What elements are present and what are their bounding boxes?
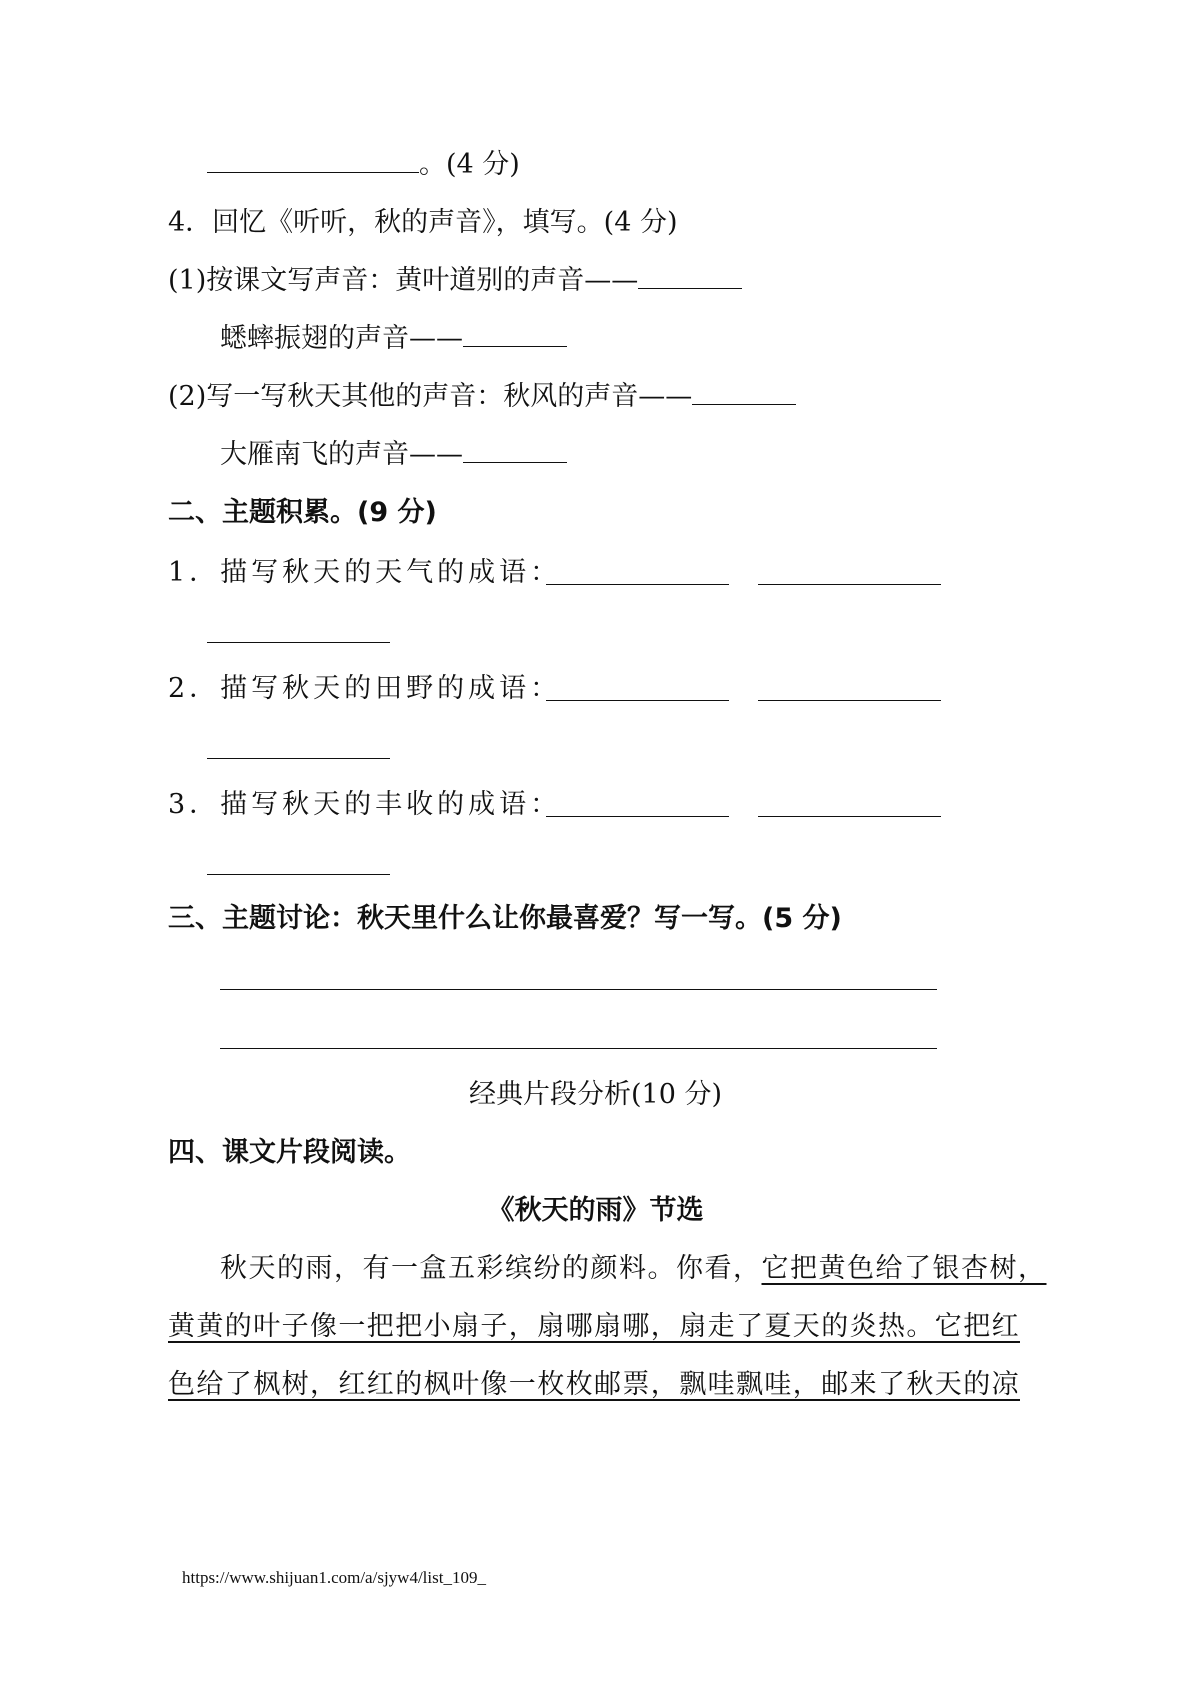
answer-blank[interactable]	[758, 700, 941, 701]
answer-blank[interactable]	[692, 380, 796, 405]
q4-part2-prompt2: 大雁南飞的声音——	[220, 439, 463, 470]
q3-score: 。(4 分)	[419, 149, 520, 180]
section3-title: 三、主题讨论：秋天里什么让你最喜爱？写一写。(5 分)	[168, 903, 842, 934]
answer-blank[interactable]	[546, 700, 729, 701]
answer-blank[interactable]	[546, 816, 729, 817]
answer-blank[interactable]	[207, 148, 419, 173]
q4-part1-line2	[220, 322, 567, 356]
passage-text: 秋天的雨，有一盒五彩缤纷的颜料。你看，	[220, 1253, 762, 1284]
section2-item-2	[168, 672, 561, 706]
answer-line[interactable]	[220, 1048, 937, 1049]
item-prompt: 2．描写秋天的田野的成语：	[168, 673, 562, 704]
answer-blank[interactable]	[207, 758, 390, 759]
item-prompt: 1．描写秋天的天气的成语：	[168, 557, 562, 588]
answer-blank[interactable]	[638, 264, 742, 289]
section4-title: 四、课文片段阅读。	[168, 1137, 411, 1168]
answer-blank[interactable]	[758, 816, 941, 817]
passage-line-3: 色给了枫树，红红的枫叶像一枚枚邮票，飘哇飘哇，邮来了秋天的凉	[168, 1369, 1020, 1400]
passage-line-1	[220, 1252, 1047, 1286]
classic-heading: 经典片段分析(10 分)	[468, 1079, 722, 1110]
footer-url[interactable]: https://www.shijuan1.com/a/sjyw4/list_109_	[182, 1568, 486, 1587]
answer-blank[interactable]	[207, 874, 390, 875]
q4-part2-prompt: (2)写一写秋天其他的声音：秋风的声音——	[168, 381, 693, 412]
passage-underlined: 它把黄色给了银杏树，	[761, 1253, 1047, 1284]
answer-blank[interactable]	[463, 322, 567, 347]
passage-line-2: 黄黄的叶子像一把把小扇子，扇哪扇哪，扇走了夏天的炎热。它把红	[168, 1311, 1020, 1342]
answer-blank[interactable]	[546, 584, 729, 585]
section2-item-3	[168, 788, 561, 822]
q4-title: 4．回忆《听听，秋的声音》，填写。(4 分)	[168, 207, 678, 238]
answer-blank[interactable]	[463, 438, 567, 463]
section2-item-1	[168, 556, 561, 590]
answer-blank[interactable]	[207, 642, 390, 643]
passage-title: 《秋天的雨》节选	[487, 1195, 704, 1226]
q4-part1-prompt: (1)按课文写声音：黄叶道别的声音——	[168, 265, 639, 296]
q4-part1	[168, 264, 742, 298]
section2-title: 二、主题积累。(9 分)	[168, 497, 437, 528]
q3-answer-line	[207, 148, 520, 182]
item-prompt: 3．描写秋天的丰收的成语：	[168, 789, 562, 820]
q4-part2	[168, 380, 796, 414]
q4-part2-line2	[220, 438, 567, 472]
answer-line[interactable]	[220, 989, 937, 990]
q4-part1-prompt2: 蟋蟀振翅的声音——	[220, 323, 463, 354]
answer-blank[interactable]	[758, 584, 941, 585]
